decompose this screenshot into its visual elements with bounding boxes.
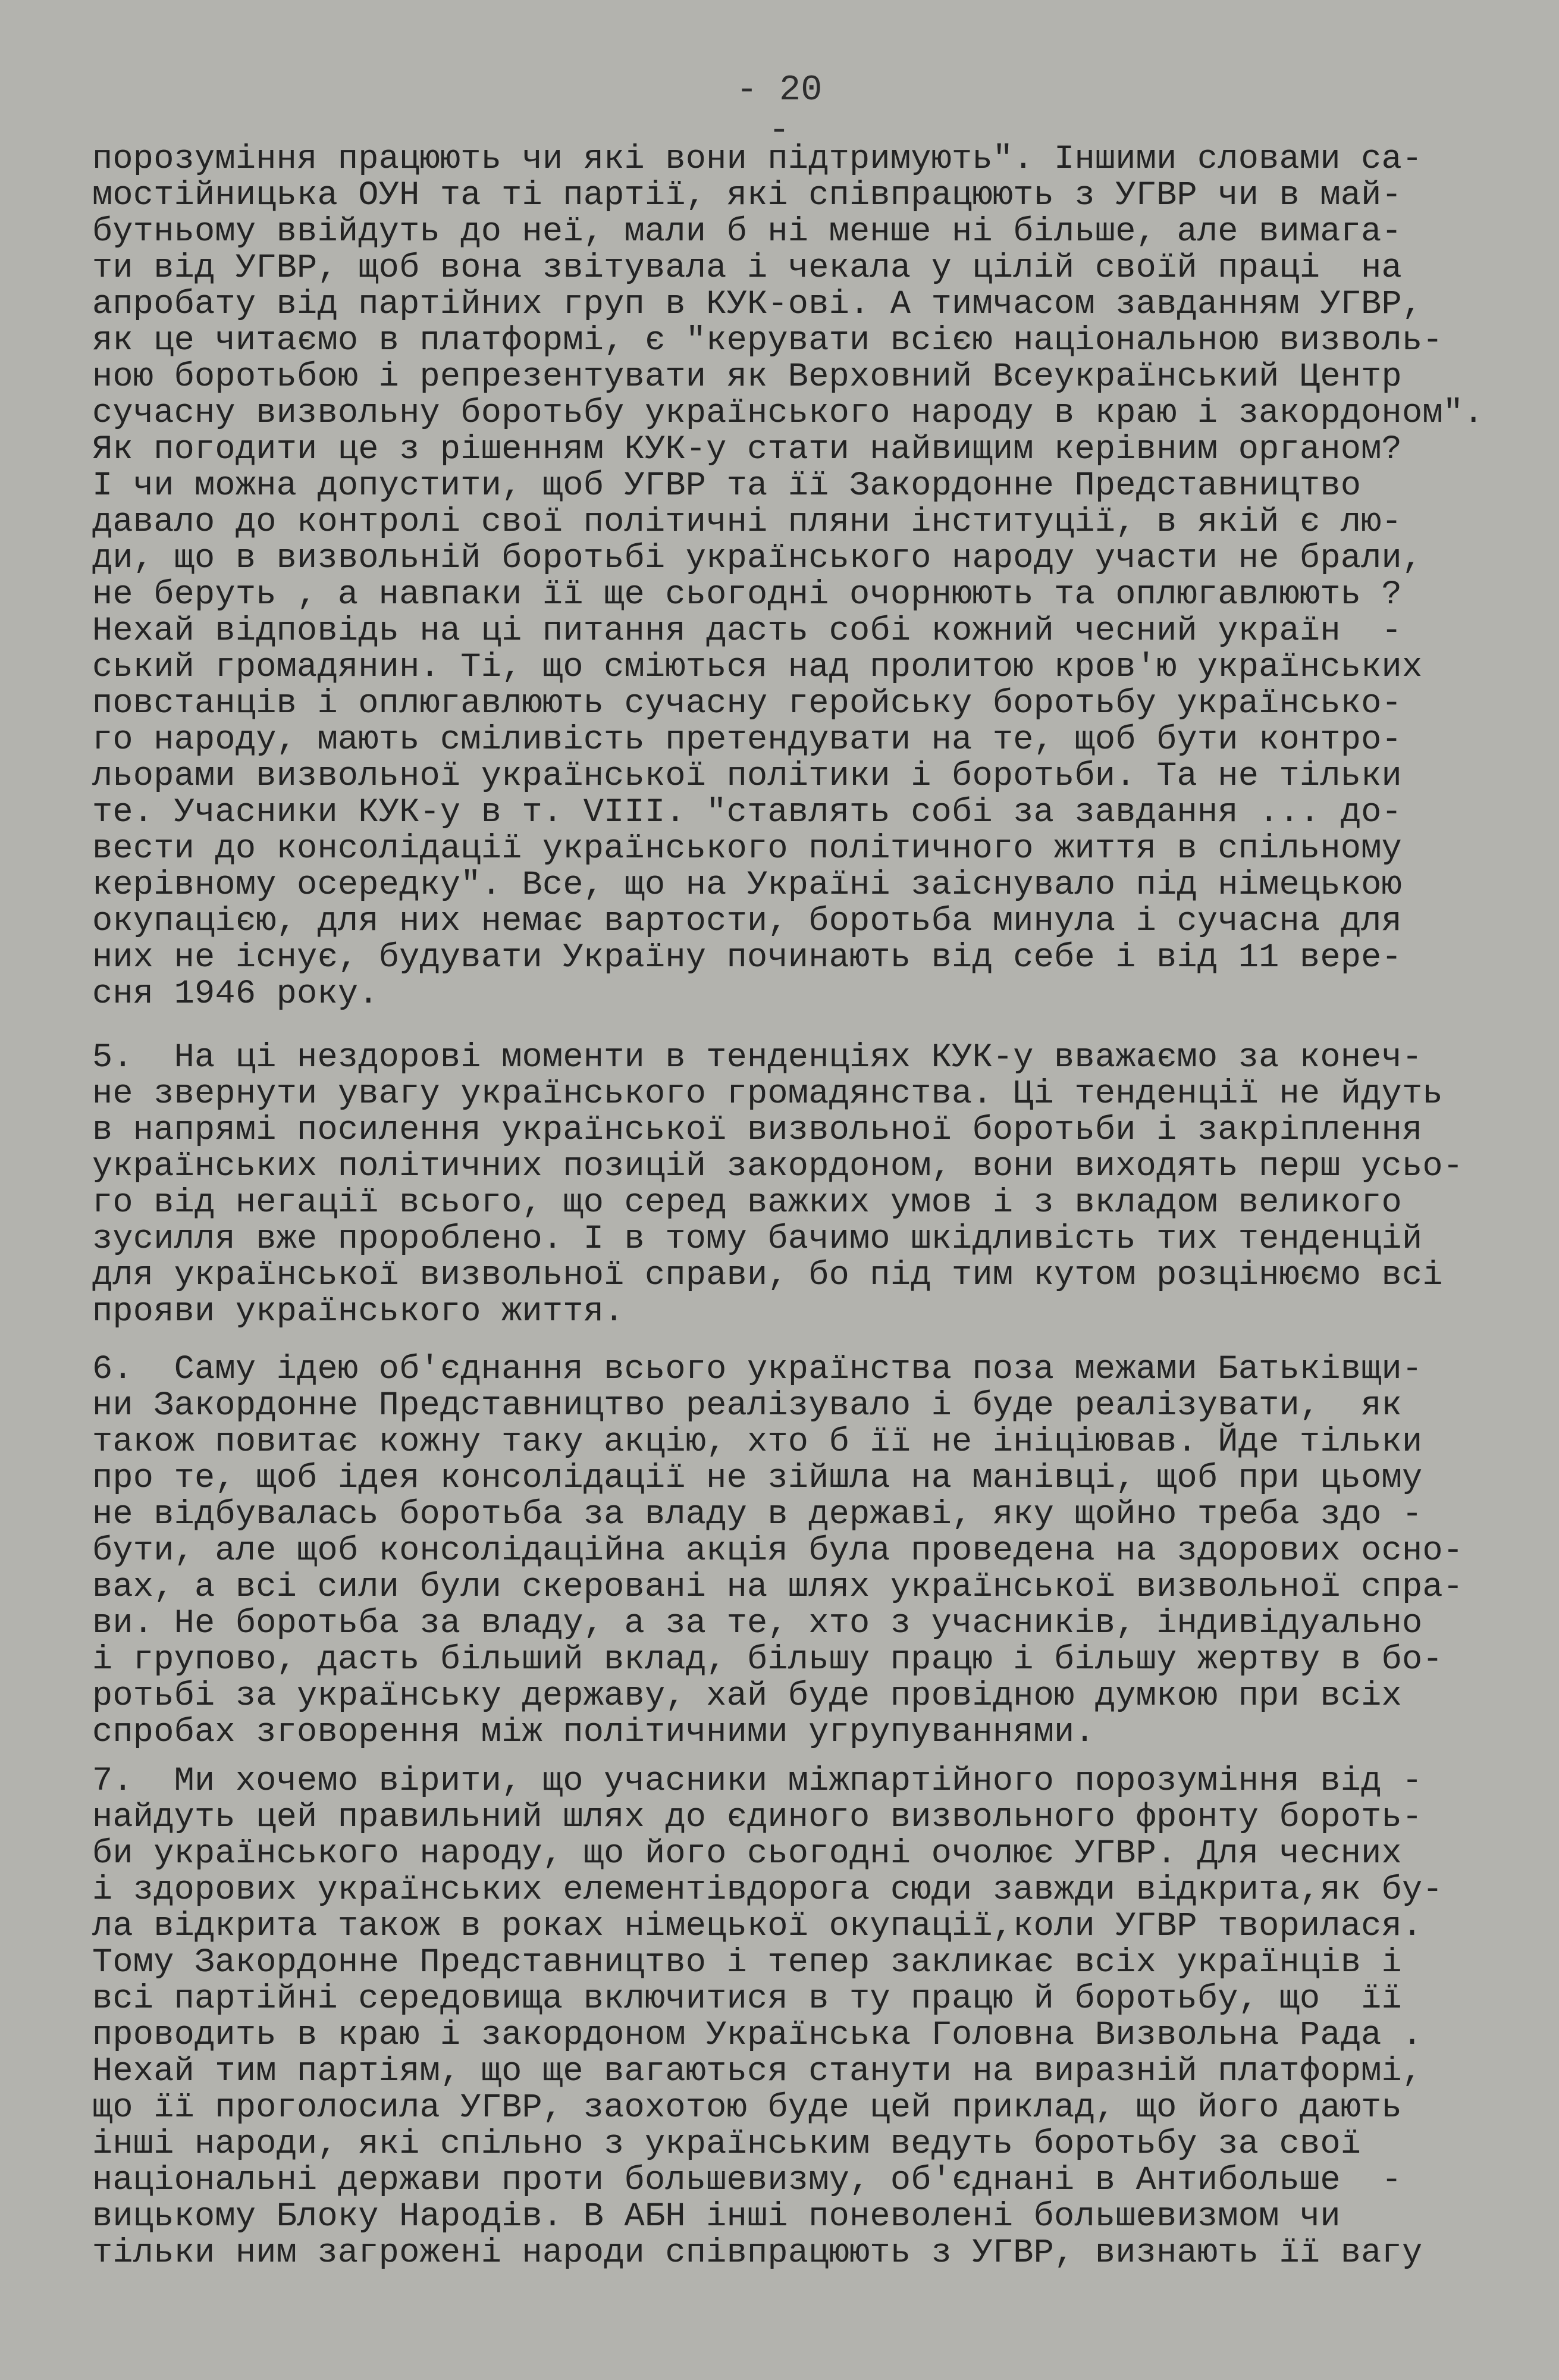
text-line: ти від УГВР, щоб вона звітувала і чекала у цілій своїй праці на [92, 249, 1402, 287]
text-line: про те, щоб ідея консолідації не зійшла на манівці, щоб при цьому [92, 1460, 1423, 1498]
text-line: 7. Ми хочемо вірити, що учасники міжпартійного порозуміння від - [92, 1762, 1423, 1800]
text-line: Як погодити це з рішенням КУК-у стати найвищим керівним органом? [92, 431, 1402, 469]
text-line: льорами визвольної української політики і боротьби. Та не тільки [92, 757, 1402, 796]
text-line: 6. Саму ідею об'єднання всього українства поза межами Батьківщи- [92, 1351, 1423, 1389]
text-line: окупацією, для них немає вартости, боротьба минула і сучасна для [92, 903, 1402, 941]
text-line: спробах зговорення між політичними угрупуваннями. [92, 1714, 1095, 1752]
text-line: інші народи, які спільно з українським ведуть боротьбу за свої [92, 2125, 1362, 2163]
text-line: повстанців і оплюгавлюють сучасну геройську боротьбу українсько- [92, 685, 1402, 723]
text-line: ди, що в визвольній боротьбі українського народу участи не брали, [92, 540, 1423, 578]
text-line: вицькому Блоку Народів. В АБН інші поневолені большевизмом чи [92, 2198, 1341, 2236]
text-line: українських політичних позицій закордоном, вони виходять перш усьо- [92, 1148, 1464, 1186]
text-line: порозуміння працюють чи які вони підтримують". Іншими словами са- [92, 140, 1423, 178]
text-line: в напрямі посилення української визвольної боротьби і закріплення [92, 1111, 1423, 1150]
text-line: ни Закордонне Представництво реалізувало і буде реалізувати, як [92, 1387, 1402, 1425]
text-line: сучасну визвольну боротьбу українського народу в краю і закордоном". [92, 394, 1484, 433]
text-line: го народу, мають сміливість претендувати на те, щоб бути контро- [92, 721, 1402, 759]
text-line: не звернути увагу українського громадянства. Ці тенденції не йдуть [92, 1075, 1443, 1113]
text-line: що її проголосила УГВР, заохотою буде цей приклад, що його дають [92, 2089, 1402, 2127]
text-line: не відбувалась боротьба за владу в державі, яку щойно треба здо - [92, 1496, 1423, 1534]
text-line: Нехай тим партіям, що ще вагаються станути на виразній платформі, [92, 2053, 1423, 2091]
text-line: апробату від партійних груп в КУК-ові. А тимчасом завданням УГВР, [92, 286, 1423, 324]
text-line: ла відкрита також в роках німецької окупації,коли УГВР творилася. [92, 1908, 1423, 1946]
paragraph-continuation [92, 142, 1496, 1013]
text-line: вести до консолідації українського політичного життя в спільному [92, 830, 1402, 868]
text-line: зусилля вже пророблено. І в тому бачимо шкідливість тих тенденцій [92, 1220, 1423, 1258]
text-line: керівному осередку". Все, що на Україні заіснувало під німецькою [92, 866, 1402, 904]
text-line: як це читаємо в платформі, є "керувати всією національною визволь- [92, 322, 1443, 360]
text-line: ви. Не боротьба за владу, а за те, хто з учасників, індивідуально [92, 1605, 1423, 1643]
text-line: проводить в краю і закордоном Українська Головна Визвольна Рада . [92, 2016, 1423, 2055]
text-line: бути, але щоб консолідаційна акція була проведена на здорових осно- [92, 1532, 1464, 1570]
text-line: вах, а всі сили були скеровані на шлях української визвольної спра- [92, 1568, 1464, 1606]
text-line: ною боротьбою і репрезентувати як Верховний Всеукраїнський Центр [92, 358, 1402, 396]
text-line: і групово, дасть більший вклад, більшу працю і більшу жертву в бо- [92, 1641, 1443, 1679]
text-line: Тому Закордонне Представництво і тепер закликає всіх українців і [92, 1944, 1402, 1982]
text-line: го від негації всього, що серед важких умов і з вкладом великого [92, 1184, 1402, 1222]
text-line: те. Учасники КУК-у в т. VIII. "ставлять собі за завдання ... до- [92, 794, 1402, 832]
text-line: прояви українського життя. [92, 1293, 625, 1331]
page-number: - 20 - [736, 70, 823, 151]
text-line: І чи можна допустити, щоб УГВР та її Закордонне Представництво [92, 467, 1362, 505]
text-line: найдуть цей правильний шлях до єдиного визвольного фронту бороть- [92, 1799, 1423, 1837]
text-line: 5. На ці нездорові моменти в тенденціях КУК-у вважаємо за конеч- [92, 1039, 1423, 1077]
text-line: для української визвольної справи, бо під тим кутом розцінюємо всі [92, 1257, 1443, 1295]
text-line: сня 1946 року. [92, 975, 379, 1013]
paragraph-point-5 [92, 1040, 1496, 1330]
text-line: тільки ним загрожені народи співпрацюють з УГВР, визнають її вагу [92, 2234, 1423, 2272]
text-line: не беруть , а навпаки її ще сьогодні очорнюють та оплюгавлюють ? [92, 576, 1402, 614]
text-line: бутньому ввійдуть до неї, мали б ні менше ні більше, але вимага- [92, 213, 1402, 251]
text-line: ський громадянин. Ті, що сміються над пролитою кров'ю українських [92, 649, 1423, 687]
text-line: ротьбі за українську державу, хай буде провідною думкою при всіх [92, 1677, 1402, 1715]
text-line: і здорових українських елементівдорога сюди завжди відкрита,як бу- [92, 1871, 1443, 1909]
text-line: національні держави проти большевизму, об'єднані в Антибольше - [92, 2162, 1402, 2200]
paragraph-point-7 [92, 1764, 1496, 2272]
paragraph-point-6 [92, 1352, 1496, 1751]
text-line: давало до контролі свої політичні пляни інституції, в якій є лю- [92, 503, 1402, 541]
text-line: також повитає кожну таку акцію, хто б її не ініціював. Йде тільки [92, 1423, 1423, 1461]
text-line: всі партійні середовища включитися в ту працю й боротьбу, що її [92, 1980, 1402, 2018]
text-line: Нехай відповідь на ці питання дасть собі кожний чесний україн - [92, 612, 1402, 650]
text-line: би українського народу, що його сьогодні очолює УГВР. Для чесних [92, 1835, 1402, 1873]
text-line: них не існує, будувати Україну починають від себе і від 11 вере- [92, 939, 1402, 977]
text-line: мостійницька ОУН та ті партії, які співпрацюють з УГВР чи в май- [92, 177, 1402, 215]
